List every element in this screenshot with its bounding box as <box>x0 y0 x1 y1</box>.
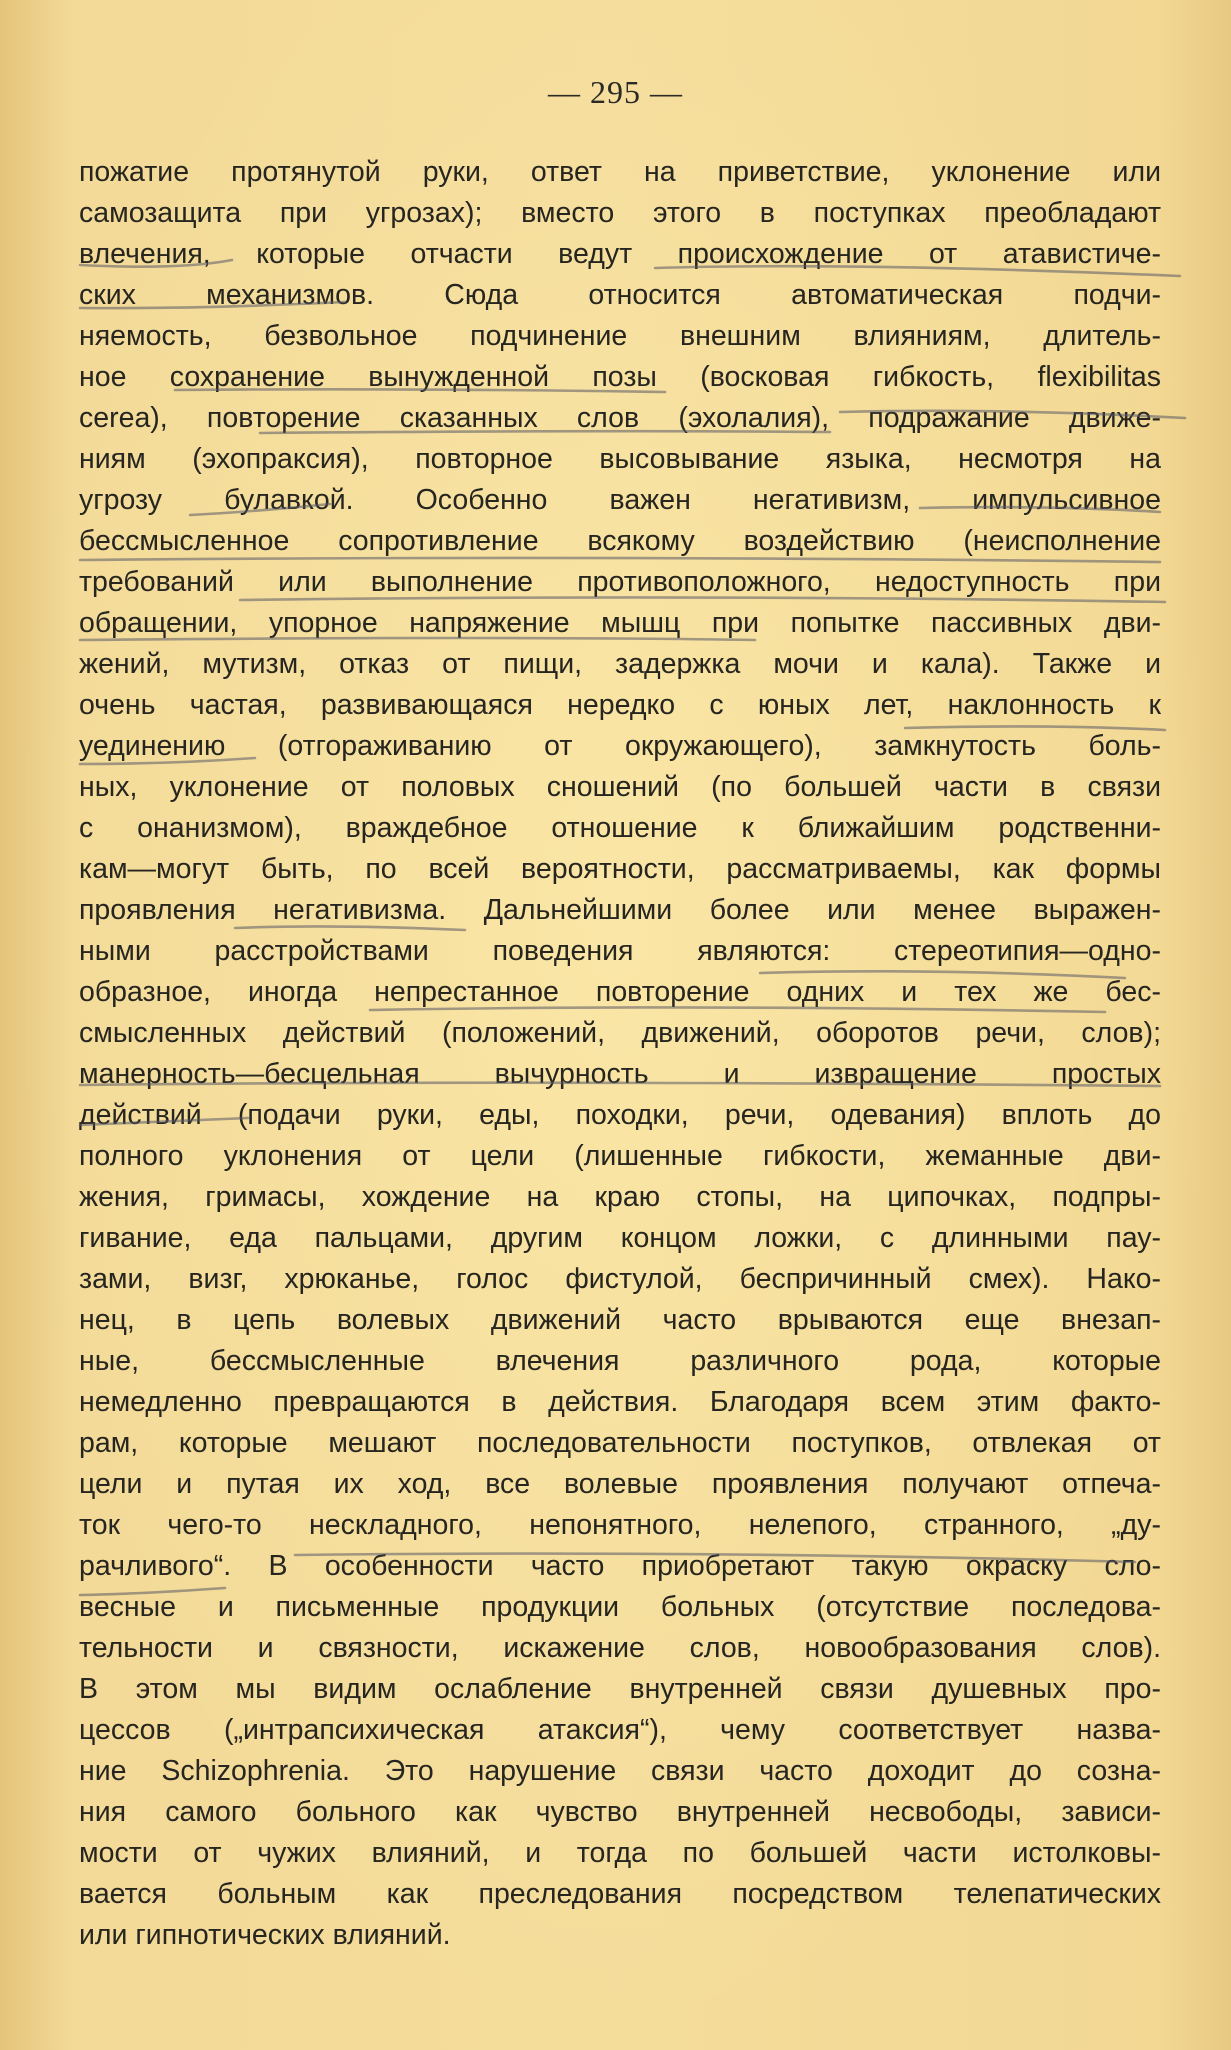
text-line: полного уклонения от цели (лишенные гибкости, жеманные дви- <box>79 1140 1161 1172</box>
text-line: В этом мы видим ослабление внутренней связи душевных про- <box>79 1673 1161 1705</box>
text-line: с онанизмом), враждебное отношение к ближайшим родственни- <box>79 812 1161 844</box>
text-line: ния самого больного как чувство внутренней несвободы, зависи- <box>79 1796 1161 1828</box>
text-line: нец, в цепь волевых движений часто врываются еще внезап- <box>79 1304 1161 1336</box>
text-line: cerea), повторение сказанных слов (эхолалия), подражание движе- <box>79 402 1161 434</box>
text-line: ное сохранение вынужденной позы (восковая гибкость, flexibilitas <box>79 361 1161 393</box>
text-line: образное, иногда непрестанное повторение одних и тех же бес- <box>79 976 1161 1008</box>
text-line: проявления негативизма. Дальнейшими более или менее выражен- <box>79 894 1161 926</box>
text-line: цели и путая их ход, все волевые проявления получают отпеча- <box>79 1468 1161 1500</box>
text-line: гивание, еда пальцами, другим концом ложки, с длинными пау- <box>79 1222 1161 1254</box>
text-line: действий (подачи руки, еды, походки, речи, одевания) вплоть до <box>79 1099 1161 1131</box>
text-line: очень частая, развивающаяся нередко с юных лет, наклонность к <box>79 689 1161 721</box>
text-line: кам—могут быть, по всей вероятности, рассматриваемы, как формы <box>79 853 1161 885</box>
body-text <box>79 152 1161 1956</box>
text-line: весные и письменные продукции больных (отсутствие последова- <box>79 1591 1161 1623</box>
text-line: ниям (эхопраксия), повторное высовывание языка, несмотря на <box>79 443 1161 475</box>
text-line: самозащита при угрозах); вместо этого в поступках преобладают <box>79 197 1161 229</box>
text-line: влечения, которые отчасти ведут происхождение от атавистиче- <box>79 238 1161 270</box>
text-line: угрозу булавкой. Особенно важен негативизм, импульсивное <box>79 484 1161 516</box>
text-line: уединению (отгораживанию от окружающего), замкнутость боль- <box>79 730 1161 762</box>
text-line: тельности и связности, искажение слов, новообразования слов). <box>79 1632 1161 1664</box>
text-line: ток чего-то нескладного, непонятного, нелепого, странного, „ду- <box>79 1509 1161 1541</box>
text-line: жений, мутизм, отказ от пищи, задержка мочи и кала). Также и <box>79 648 1161 680</box>
text-line: ние Schizophrenia. Это нарушение связи часто доходит до созна- <box>79 1755 1161 1787</box>
text-line: мости от чужих влияний, и тогда по большей части истолковы- <box>79 1837 1161 1869</box>
text-line: няемость, безвольное подчинение внешним влияниям, длитель- <box>79 320 1161 352</box>
text-line: манерность—бесцельная вычурность и извращение простых <box>79 1058 1161 1090</box>
text-line: смысленных действий (положений, движений, оборотов речи, слов); <box>79 1017 1161 1049</box>
text-line: требований или выполнение противоположного, недоступность при <box>79 566 1161 598</box>
text-line: ских механизмов. Сюда относится автоматическая подчи- <box>79 279 1161 311</box>
text-line: обращении, упорное напряжение мышц при попытке пассивных дви- <box>79 607 1161 639</box>
page-number: — 295 — <box>548 74 683 110</box>
text-line: бессмысленное сопротивление всякому воздействию (неисполнение <box>79 525 1161 557</box>
text-line: пожатие протянутой руки, ответ на приветствие, уклонение или <box>79 156 1161 188</box>
text-line: рачливого“. В особенности часто приобретают такую окраску сло- <box>79 1550 1161 1582</box>
text-line: или гипнотических влияний. <box>79 1919 451 1951</box>
text-line: ными расстройствами поведения являются: стереотипия—одно- <box>79 935 1161 967</box>
text-line: немедленно превращаются в действия. Благодаря всем этим факто- <box>79 1386 1161 1418</box>
text-line: зами, визг, хрюканье, голос фистулой, беспричинный смех). Нако- <box>79 1263 1161 1295</box>
text-line: ные, бессмысленные влечения различного рода, которые <box>79 1345 1161 1377</box>
text-line: жения, гримасы, хождение на краю стопы, на ципочках, подпры- <box>79 1181 1161 1213</box>
text-line: рам, которые мешают последовательности поступков, отвлекая от <box>79 1427 1161 1459</box>
text-line: вается больным как преследования посредством телепатических <box>79 1878 1161 1910</box>
text-line: ных, уклонение от половых сношений (по большей части в связи <box>79 771 1161 803</box>
text-line: цессов („интрапсихическая атаксия“), чему соответствует назва- <box>79 1714 1161 1746</box>
